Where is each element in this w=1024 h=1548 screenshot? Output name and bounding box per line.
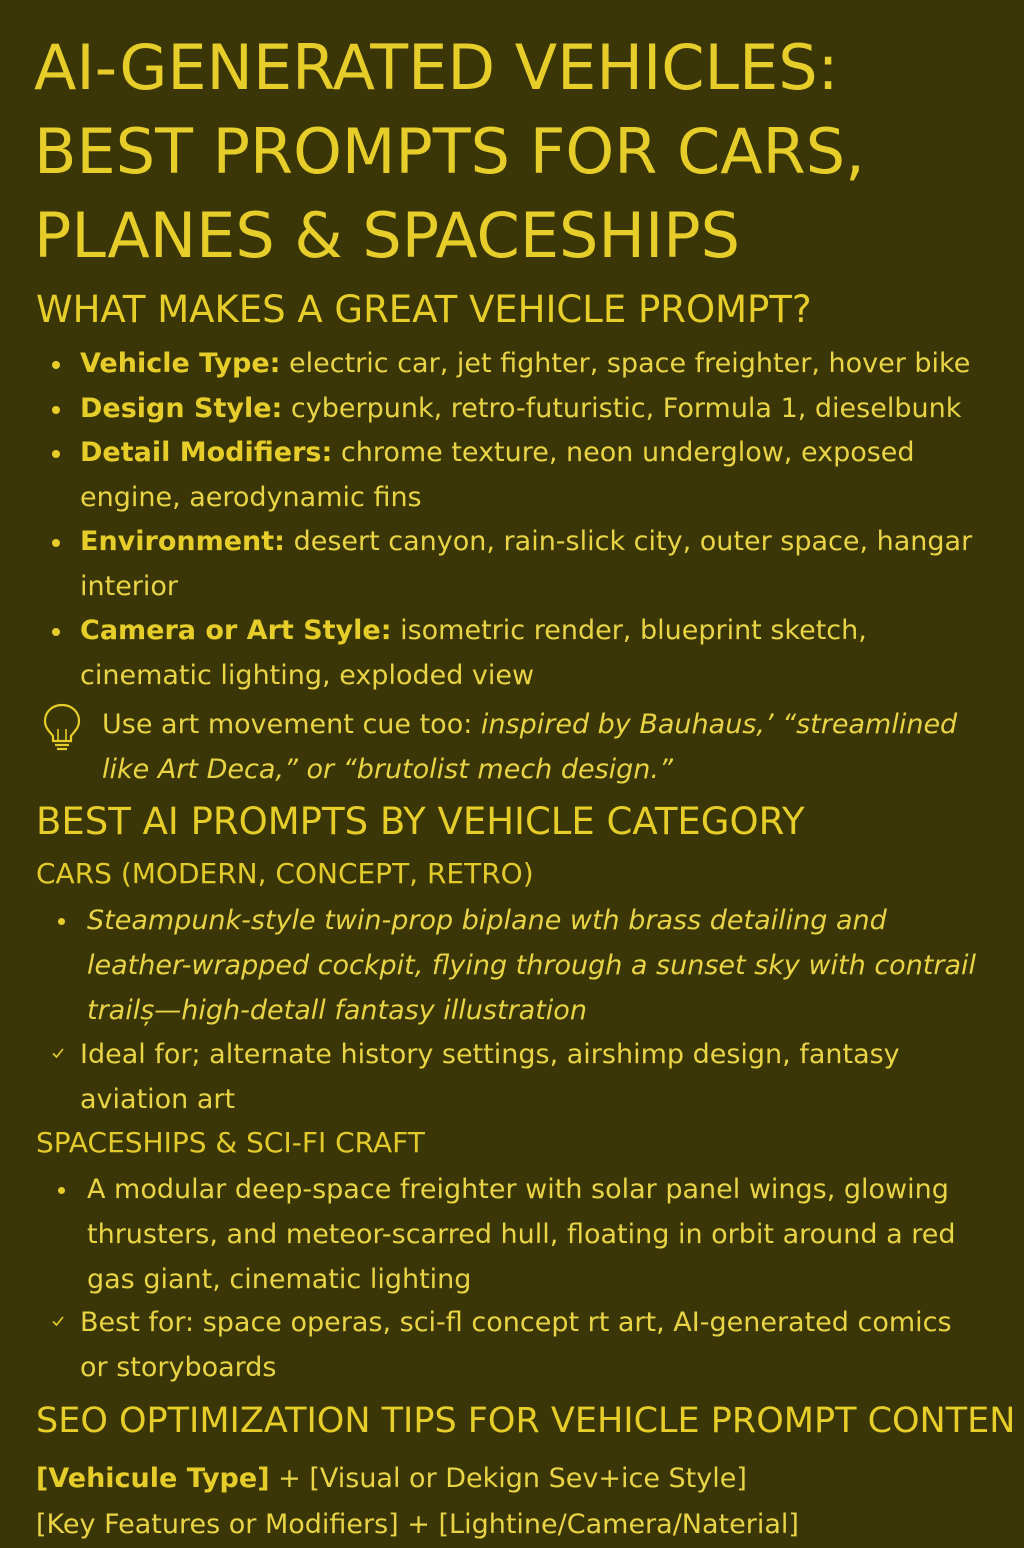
subheading-cars: CARS (MODERN, CONCEPT, RETRO) bbox=[36, 857, 534, 890]
bullet-icon bbox=[52, 361, 60, 369]
formula-vehicle-type: [Vehicule Type] bbox=[36, 1463, 270, 1494]
list-item bbox=[48, 520, 993, 609]
list-item bbox=[56, 898, 996, 1033]
spaceships-best-for bbox=[50, 1301, 970, 1390]
section-heading-categories: BEST AI PROMPTS BY VEHICLE CATEGORY bbox=[36, 800, 805, 843]
bullet-icon bbox=[58, 918, 65, 925]
seo-formula-line-2: [Key Features or Modifiers] + [Lightine/Camera/Naterial] bbox=[36, 1509, 799, 1540]
seo-formula-line-1 bbox=[36, 1456, 747, 1502]
title-line-2: BEST PROMPTS FOR CARS, bbox=[34, 115, 865, 188]
cars-ideal-text: Ideal for; alternate history settings, airshimp design, fantasy aviation art bbox=[80, 1039, 900, 1115]
list-item-label: Camera or Art Style: bbox=[80, 615, 392, 646]
bullet-icon bbox=[52, 539, 60, 547]
list-item bbox=[56, 1167, 996, 1302]
formula-style: + [Visual or Dekign Sev+ice Style] bbox=[269, 1463, 747, 1494]
check-icon bbox=[50, 1045, 66, 1061]
title-line-3: PLANES & SPACESHIPS bbox=[34, 199, 741, 272]
tip-lead: Use art movement cue too: bbox=[102, 709, 481, 740]
list-item bbox=[48, 387, 993, 432]
list-item-text: desert canyon, rain-slick city, outer space, hangar interior bbox=[80, 526, 973, 602]
spaceships-best-text: Best for: space operas, sci-fl concept rt art, AI-generated comics or storyboards bbox=[80, 1307, 952, 1383]
list-item-label: Design Style: bbox=[80, 392, 283, 424]
list-item-label: Vehicle Type: bbox=[80, 348, 281, 379]
list-item bbox=[48, 342, 993, 387]
list-item bbox=[48, 609, 993, 698]
bullet-icon bbox=[58, 1187, 65, 1194]
list-item-label: Environment: bbox=[80, 526, 285, 557]
spaceships-prompt-text: A modular deep-space freighter with solar panel wings, glowing thrusters, and meteor-scarred hull, floating in orbit around a red gas giant, cinematic lighting bbox=[87, 1174, 956, 1295]
list-item-text: chrome texture, neon underglow, exposed engine, aerodynamic fins bbox=[80, 437, 915, 513]
bullet-icon bbox=[52, 406, 60, 414]
spaceships-prompt-list bbox=[56, 1167, 996, 1302]
lightbulb-icon bbox=[40, 702, 84, 752]
list-item-text: electric car, jet fighter, space freighter, hover bike bbox=[280, 348, 971, 379]
tip-examples: inspired by Bauhaus,’ “streamlined like Art Deca,” or “brutolist mech design.” bbox=[102, 709, 958, 785]
check-icon bbox=[50, 1313, 66, 1329]
list-item-label: Detail Modifiers: bbox=[80, 437, 333, 468]
bullet-icon bbox=[52, 628, 60, 636]
prompt-elements-list bbox=[48, 342, 993, 698]
bullet-icon bbox=[52, 450, 60, 458]
tip-text bbox=[102, 702, 982, 792]
cars-prompt-list bbox=[56, 898, 996, 1033]
list-item bbox=[48, 431, 993, 520]
list-item-text: cyberpunk, retro-futuristic, Formula 1, dieselbunk bbox=[282, 392, 962, 424]
cars-prompt-text: Steampunk-style twin-prop biplane wth brass detailing and leather-wrapped cockpit, flying through a sunset sky with contrail trailș—high-detall fantasy illustration bbox=[87, 905, 977, 1026]
section-heading-great-prompt: WHAT MAKES A GREAT VEHICLE PROMPT? bbox=[36, 288, 812, 331]
subheading-spaceships: SPACESHIPS & SCI-FI CRAFT bbox=[36, 1126, 425, 1159]
page-title bbox=[34, 26, 994, 278]
cars-ideal-for bbox=[50, 1033, 970, 1122]
title-line-1: AI-GENERATED VEHICLES: bbox=[34, 31, 839, 104]
section-heading-seo: SEO OPTIMIZATION TIPS FOR VEHICLE PROMPT CONTEN bbox=[36, 1401, 1016, 1441]
list-item-text: isometric render, blueprint sketch, cinematic lighting, exploded view bbox=[80, 615, 867, 691]
